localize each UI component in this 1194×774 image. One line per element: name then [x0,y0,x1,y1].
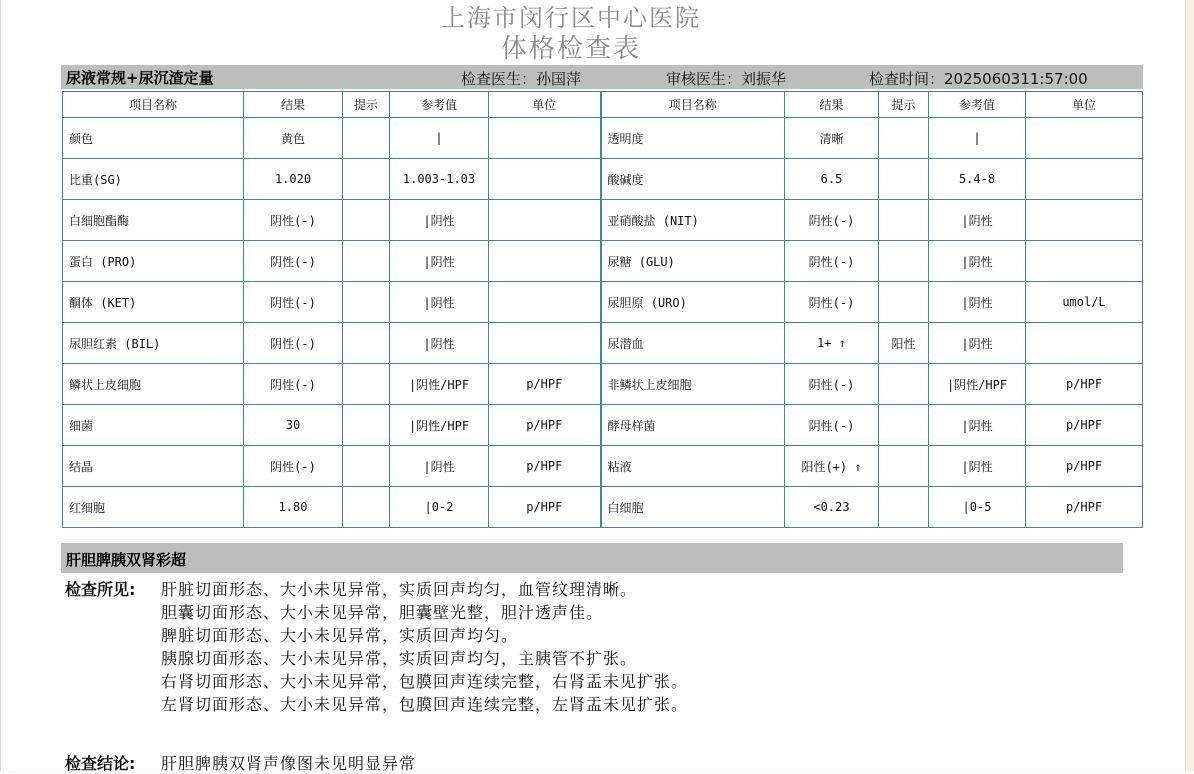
table-cell: 鳞状上皮细胞 [63,364,244,405]
form-title: 体格检查表 [500,34,641,64]
table-cell [343,200,390,241]
table-cell: p/HPF [1026,487,1143,528]
table-row [63,364,1143,405]
table-cell: | [390,118,489,159]
column-header: 单位 [489,92,601,118]
table-header-row [63,92,1143,118]
table-cell: 阴性(-) [244,323,343,364]
table-cell: 1+ ↑ [785,323,879,364]
table-cell: p/HPF [489,487,601,528]
table-cell: 颜色 [63,118,244,159]
table-cell: 非鳞状上皮细胞 [601,364,785,405]
finding-line: 左肾切面形态、大小未见异常，包膜回声连续完整，左肾盂未见扩张。 [161,695,689,714]
table-cell: p/HPF [1026,364,1143,405]
table-cell [1026,159,1143,200]
table-cell [489,282,601,323]
table-cell: |阴性 [929,200,1026,241]
table-cell [343,487,390,528]
exam-time: 检查时间：2025060311:57:00 [869,70,1088,88]
table-row [63,446,1143,487]
table-cell: 白细胞酯酶 [63,200,244,241]
column-header: 结果 [785,92,879,118]
urine-section-title: 尿液常规+尿沉渣定量 [66,69,214,87]
table-cell: 1.80 [244,487,343,528]
table-cell: | [929,118,1026,159]
table-cell: p/HPF [1026,405,1143,446]
table-cell: 酵母样菌 [601,405,785,446]
findings-row [65,670,688,693]
table-cell: |阴性 [390,446,489,487]
table-cell: |阴性 [929,405,1026,446]
table-cell: 尿胆红素 (BIL) [63,323,244,364]
table-cell: 透明度 [601,118,785,159]
table-row [63,118,1143,159]
table-cell [879,487,929,528]
table-cell: |阴性/HPF [390,364,489,405]
examining-doctor: 检查医生：孙国萍 [461,70,582,88]
table-cell [343,323,390,364]
table-cell: p/HPF [489,364,601,405]
table-cell: 细菌 [63,405,244,446]
table-cell: |0-5 [929,487,1026,528]
table-cell: 尿胆原 (URO) [601,282,785,323]
table-cell [879,282,929,323]
table-cell [879,118,929,159]
table-row [63,282,1143,323]
finding-line: 脾脏切面形态、大小未见异常，实质回声均匀。 [161,626,519,645]
table-cell: |阴性/HPF [929,364,1026,405]
table-cell [879,200,929,241]
table-cell [489,159,601,200]
table-cell: |阴性 [390,282,489,323]
table-cell: 蛋白 (PRO) [63,241,244,282]
conclusion-text: 肝胆脾胰双肾声像图未见明显异常 [161,754,417,773]
table-cell: 白细胞 [601,487,785,528]
table-cell: 阴性(-) [244,282,343,323]
table-cell [343,364,390,405]
table-cell [343,446,390,487]
urine-section-header [61,65,1143,89]
table-cell: 酮体 (KET) [63,282,244,323]
table-cell [343,159,390,200]
table-cell: 阴性(-) [244,241,343,282]
column-header: 结果 [244,92,343,118]
table-row [63,405,1143,446]
table-cell [879,446,929,487]
column-header: 参考值 [929,92,1026,118]
table-cell: |阴性 [390,241,489,282]
table-cell: |阴性 [390,323,489,364]
table-cell: 5.4-8 [929,159,1026,200]
table-cell: 亚硝酸盐 (NIT) [601,200,785,241]
table-cell [343,282,390,323]
table-cell [1026,118,1143,159]
findings-row [65,647,688,670]
table-cell: |阴性/HPF [390,405,489,446]
table-cell [1026,241,1143,282]
table-cell: 黄色 [244,118,343,159]
table-cell: 1.003-1.03 [390,159,489,200]
table-cell: |阴性 [929,446,1026,487]
table-cell [1026,323,1143,364]
table-row [63,241,1143,282]
ultrasound-section-header [61,543,1123,573]
column-header: 单位 [1026,92,1143,118]
table-cell [489,241,601,282]
table-row [63,200,1143,241]
table-cell: |阴性 [929,241,1026,282]
table-row [63,323,1143,364]
table-cell: 1.020 [244,159,343,200]
table-cell: <0.23 [785,487,879,528]
column-header: 项目名称 [63,92,244,118]
finding-line: 胰腺切面形态、大小未见异常，实质回声均匀，主胰管不扩张。 [161,649,638,668]
table-cell: 阴性(-) [785,200,879,241]
scroll-edge [1185,0,1194,771]
table-cell: 阴性(-) [785,241,879,282]
table-cell: 红细胞 [63,487,244,528]
finding-line: 肝脏切面形态、大小未见异常，实质回声均匀，血管纹理清晰。 [161,580,638,599]
table-cell: p/HPF [489,446,601,487]
table-cell [879,405,929,446]
finding-line: 胆囊切面形态、大小未见异常，胆囊壁光整，胆汁透声佳。 [161,603,604,622]
table-cell: umol/L [1026,282,1143,323]
table-cell: 阴性(-) [244,446,343,487]
table-cell: 尿糖 (GLU) [601,241,785,282]
table-cell: 尿潜血 [601,323,785,364]
ultrasound-findings [65,578,688,716]
table-cell: p/HPF [489,405,601,446]
conclusion-label: 检查结论: [65,754,136,773]
table-cell: 阳性(+) ↑ [785,446,879,487]
table-cell [343,405,390,446]
table-cell [343,241,390,282]
table-cell [489,323,601,364]
table-cell: 阴性(-) [785,405,879,446]
table-cell [1026,200,1143,241]
table-cell: |阴性 [390,200,489,241]
table-cell: 阴性(-) [244,200,343,241]
table-cell: 清晰 [785,118,879,159]
table-cell [489,118,601,159]
table-row [63,159,1143,200]
table-cell: 阳性 [879,323,929,364]
table-body [63,118,1143,528]
reviewing-doctor: 审核医生：刘振华 [666,70,787,88]
table-cell: |0-2 [390,487,489,528]
table-cell [879,241,929,282]
table-cell: |阴性 [929,282,1026,323]
table-cell [489,200,601,241]
ultrasound-section-title: 肝胆脾胰双肾彩超 [66,551,187,569]
findings-row [65,578,688,601]
findings-row [65,693,688,716]
column-header: 提示 [879,92,929,118]
table-cell: 粘液 [601,446,785,487]
table-cell [343,118,390,159]
findings-row [65,624,688,647]
table-cell: 30 [244,405,343,446]
findings-row [65,601,688,624]
table-cell [879,364,929,405]
findings-label: 检查所见: [65,580,136,599]
table-cell: 酸碱度 [601,159,785,200]
table-cell [879,159,929,200]
finding-line: 右肾切面形态、大小未见异常，包膜回声连续完整，右肾盂未见扩张。 [161,672,689,691]
table-row [63,487,1143,528]
table-cell: 结晶 [63,446,244,487]
table-cell: 比重(SG) [63,159,244,200]
column-header: 项目名称 [601,92,785,118]
table-cell: 6.5 [785,159,879,200]
table-cell: 阴性(-) [244,364,343,405]
urine-results-table [62,91,1143,528]
hospital-name: 上海市闵行区中心医院 [441,4,701,32]
table-cell: 阴性(-) [785,282,879,323]
column-header: 提示 [343,92,390,118]
table-cell: |阴性 [929,323,1026,364]
table-cell: 阴性(-) [785,364,879,405]
table-cell: p/HPF [1026,446,1143,487]
column-header: 参考值 [390,92,489,118]
